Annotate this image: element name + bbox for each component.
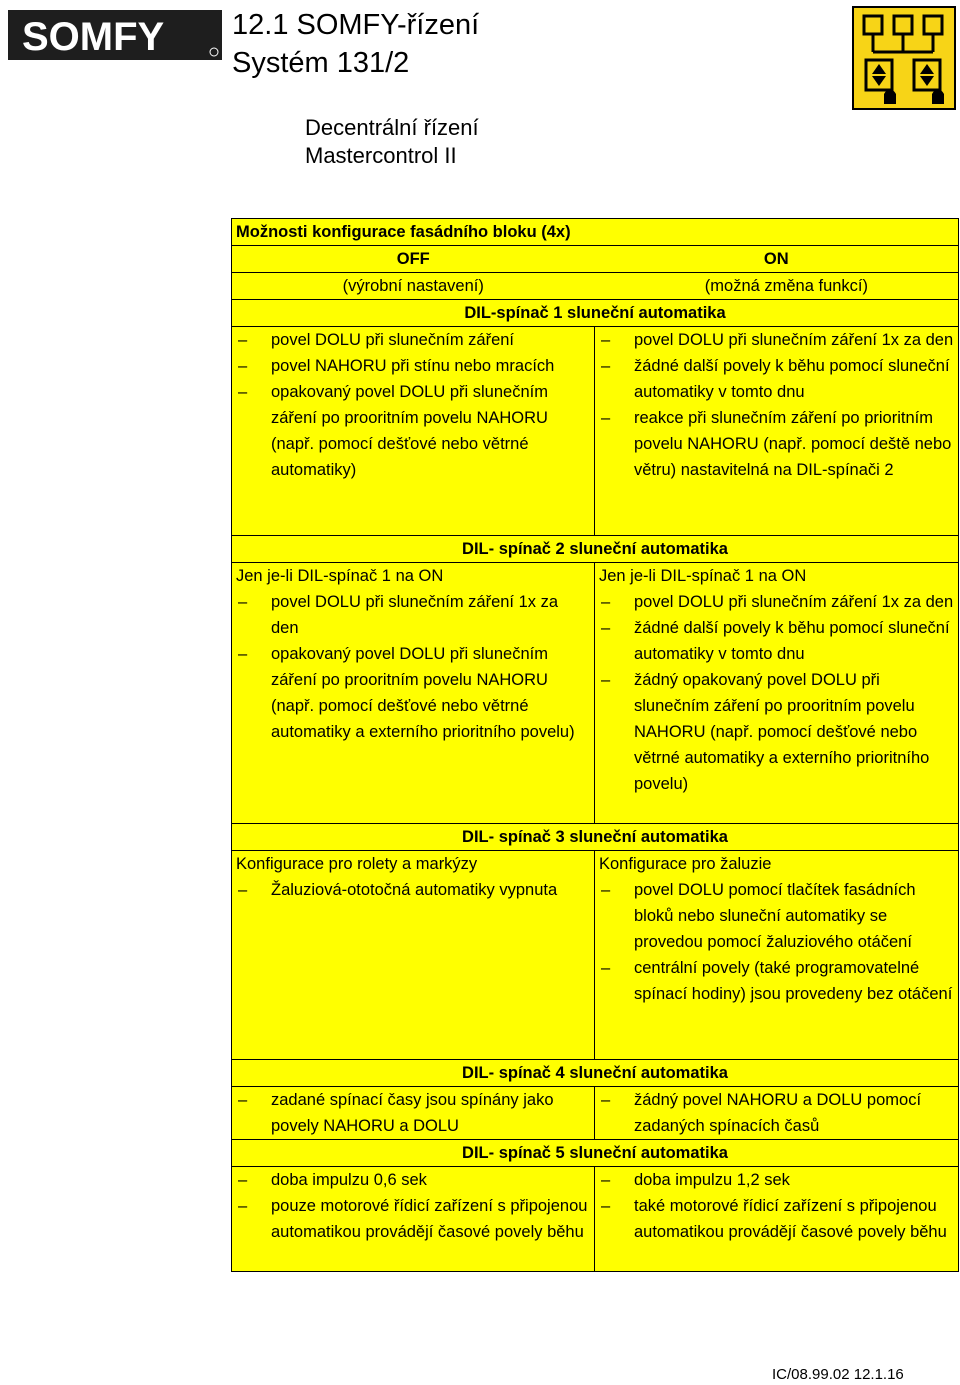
list-item: – povel DOLU pomocí tlačítek fasádních bloků nebo sluneční automatiky se provedou pomocí žaluziového otáčení (601, 881, 916, 951)
list-item: – Žaluziová-ototočná automatiky vypnuta (238, 881, 558, 899)
logo-text: SOMFY (22, 15, 165, 59)
subtitle (305, 114, 479, 170)
list-item: – centrální povely (také programovatelné spínací hodiny) jsou provedeny bez otáčení (601, 959, 953, 1003)
list-item: – povel DOLU při slunečním záření 1x za den (601, 331, 954, 349)
dil5-title: DIL- spínač 5 sluneční automatika (232, 1140, 959, 1167)
config-table (231, 218, 959, 1272)
subtitle-line2: Mastercontrol II (305, 143, 457, 168)
list-item: – žádný opakovaný povel DOLU při slunečním záření po prooritním povelu NAHORU (např. pomocí dešťové nebo větrné automatiky a externího prioritního povelu) (601, 671, 930, 793)
list-item: – žádné další povely k běhu pomocí sluneční automatiky v tomto dnu (601, 357, 950, 401)
dil3-on-intro: Konfigurace pro žaluzie (599, 855, 772, 873)
dil1-off-cell (232, 327, 595, 536)
dil4-on-cell (595, 1087, 959, 1140)
list-item: – žádný povel NAHORU a DOLU pomocí zadaných spínacích časů (601, 1091, 922, 1135)
dil2-off-intro: Jen je-li DIL-spínač 1 na ON (236, 567, 444, 585)
dil3-off-cell (232, 851, 595, 1060)
document-code: IC/08.99.02 12.1.16 (772, 1366, 904, 1383)
list-item: – zadané spínací časy jsou spínány jako povely NAHORU a DOLU (238, 1091, 554, 1135)
dil3-on-cell (595, 851, 959, 1060)
dil5-off-cell (232, 1167, 595, 1272)
dil3-title: DIL- spínač 3 sluneční automatika (232, 824, 959, 851)
title-line2: Systém 131/2 (232, 47, 410, 79)
table-heading: Možnosti konfigurace fasádního bloku (4x) (232, 219, 959, 246)
off-label: OFF (232, 246, 595, 273)
control-system-icon (852, 6, 956, 110)
list-item: – pouze motorové řídicí zařízení s připojenou automatikou provádějí časové povely běhu (238, 1197, 588, 1241)
dil2-title: DIL- spínač 2 sluneční automatika (232, 536, 959, 563)
list-item: – doba impulzu 0,6 sek (238, 1171, 427, 1189)
on-note: (možná změna funkcí) (595, 273, 959, 300)
dil4-title: DIL- spínač 4 sluneční automatika (232, 1060, 959, 1087)
list-item: – povel DOLU při slunečním záření (238, 331, 515, 349)
title-line1: 12.1 SOMFY-řízení (232, 9, 480, 41)
dil5-on-cell (595, 1167, 959, 1272)
dil1-on-cell (595, 327, 959, 536)
list-item: – žádné další povely k běhu pomocí sluneční automatiky v tomto dnu (601, 619, 950, 663)
page-title (232, 6, 479, 82)
list-item: – opakovaný povel DOLU při slunečním záření po prooritním povelu NAHORU (např. pomocí dešťové nebo větrné automatiky a externího prioritního povelu) (238, 645, 575, 741)
list-item: – také motorové řídicí zařízení s připojenou automatikou provádějí časové povely běhu (601, 1197, 947, 1241)
off-note: (výrobní nastavení) (232, 273, 595, 300)
list-item: – povel DOLU při slunečním záření 1x za den (601, 593, 954, 611)
dil2-on-intro: Jen je-li DIL-spínač 1 na ON (599, 567, 807, 585)
list-item: – reakce při slunečním záření po prioritním povelu NAHORU (např. pomocí deště nebo větru) nastavitelná na DIL-spínači 2 (601, 409, 952, 479)
dil3-off-intro: Konfigurace pro rolety a markýzy (236, 855, 478, 873)
on-label: ON (595, 246, 959, 273)
dil2-off-cell (232, 563, 595, 824)
somfy-logo (8, 10, 222, 60)
dil4-off-cell (232, 1087, 595, 1140)
dil1-title: DIL-spínač 1 sluneční automatika (232, 300, 959, 327)
list-item: – opakovaný povel DOLU při slunečním záření po prooritním povelu NAHORU (např. pomocí dešťové nebo větrné automatiky) (238, 383, 548, 479)
dil2-on-cell (595, 563, 959, 824)
list-item: – doba impulzu 1,2 sek (601, 1171, 790, 1189)
subtitle-line1: Decentrální řízení (305, 115, 479, 140)
list-item: – povel NAHORU při stínu nebo mracích (238, 357, 555, 375)
list-item: – povel DOLU při slunečním záření 1x za den (238, 593, 559, 637)
